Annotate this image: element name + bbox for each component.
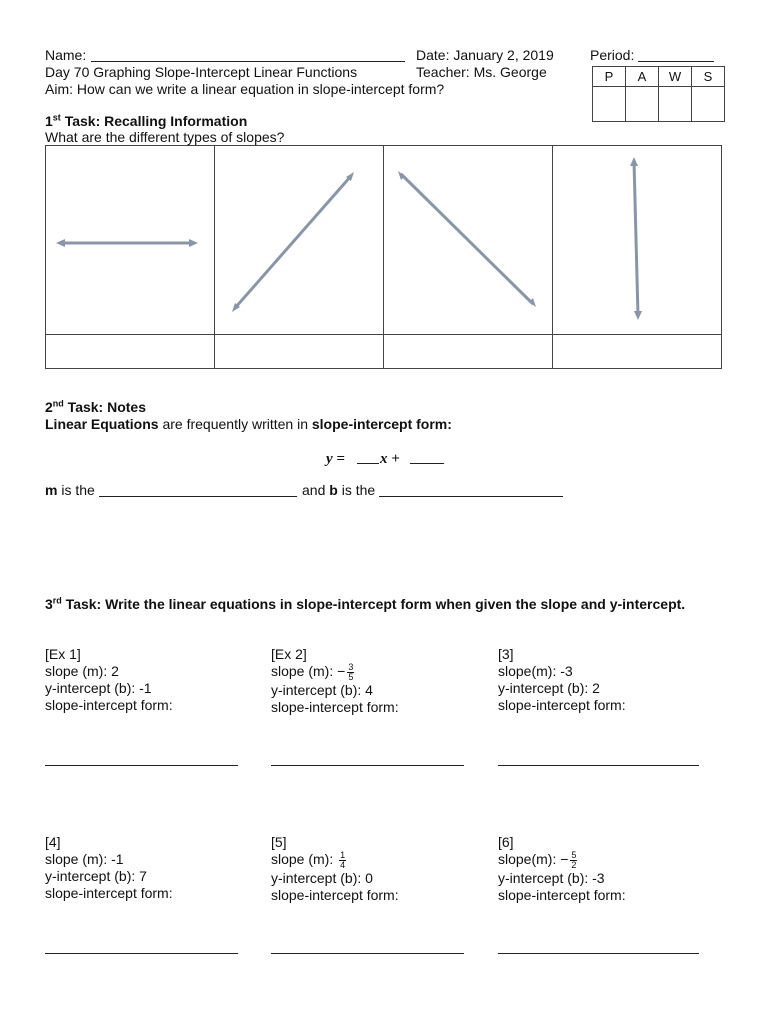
example-form-label: slope-intercept form:: [271, 699, 399, 715]
task2-heading: 2nd Task: Notes: [45, 398, 147, 415]
example-6: [498, 834, 626, 904]
aim-text: Aim: How can we write a linear equation in slope-intercept form?: [45, 81, 445, 97]
example-form-label: slope-intercept form:: [498, 697, 626, 713]
positive-slope-arrow-graphic: [215, 146, 383, 331]
period-label: Period:: [590, 47, 635, 63]
slope-fraction: $\frac{3}{5}$: [348, 662, 354, 682]
m-definition-label: m is the: [45, 482, 95, 498]
name-label: Name:: [45, 47, 87, 63]
example-slope: slope (m): 2: [45, 663, 119, 679]
equation-b-blank[interactable]: [410, 463, 444, 464]
task1-question: What are the different types of slopes?: [45, 129, 285, 145]
slope-label-box-4[interactable]: [553, 335, 722, 369]
example-1: [45, 646, 173, 714]
paws-s-box[interactable]: [692, 87, 725, 122]
example-label: [6]: [498, 834, 514, 850]
worksheet-title: Day 70 Graphing Slope-Intercept Linear Functions: [45, 64, 358, 80]
slope-cell-positive: [215, 146, 384, 335]
paws-w-box[interactable]: [659, 87, 692, 122]
slope-label-box-3[interactable]: [384, 335, 553, 369]
slope-fraction: $\frac{5}{2}$: [571, 850, 577, 870]
example-slope: slope(m): -3: [498, 663, 573, 679]
example-slope: slope (m): $\frac{1}{4}$: [271, 850, 346, 870]
slope-label-box-1[interactable]: [46, 335, 215, 369]
answer-blank-4[interactable]: [45, 953, 238, 954]
slope-label-box-2[interactable]: [215, 335, 384, 369]
example-form-label: slope-intercept form:: [271, 887, 399, 903]
equation-m-blank[interactable]: [357, 463, 379, 464]
slope-fraction: $\frac{1}{4}$: [340, 850, 346, 870]
example-label: [3]: [498, 646, 514, 662]
example-intercept: y-intercept (b): -3: [498, 870, 605, 886]
answer-blank-2[interactable]: [271, 765, 464, 766]
b-definition-blank[interactable]: [379, 496, 563, 497]
date-text: Date: January 2, 2019: [416, 47, 554, 63]
paws-a-box[interactable]: [626, 87, 659, 122]
answer-blank-5[interactable]: [271, 953, 464, 954]
slope-cell-negative: [384, 146, 553, 335]
period-blank[interactable]: [638, 61, 714, 62]
paws-a: A: [626, 67, 659, 87]
example-5: [271, 834, 399, 904]
slope-cell-zero: [46, 146, 215, 335]
answer-blank-6[interactable]: [498, 953, 699, 954]
example-2: [271, 646, 399, 716]
example-intercept: y-intercept (b): 4: [271, 682, 373, 698]
paws-p: P: [593, 67, 626, 87]
teacher-text: Teacher: Ms. George: [416, 64, 547, 80]
example-intercept: y-intercept (b): -1: [45, 680, 152, 696]
example-intercept: y-intercept (b): 0: [271, 870, 373, 886]
example-3: [498, 646, 626, 714]
name-blank[interactable]: [91, 61, 405, 62]
m-definition-blank[interactable]: [99, 496, 297, 497]
b-definition-label: and b is the: [302, 482, 376, 498]
example-slope: slope (m): -1: [45, 851, 124, 867]
example-form-label: slope-intercept form:: [45, 697, 173, 713]
task2-intro: Linear Equations are frequently written in slope-intercept form:: [45, 416, 452, 432]
task1-heading: 1st Task: Recalling Information: [45, 112, 248, 129]
equation-y: y =: [326, 451, 345, 467]
example-form-label: slope-intercept form:: [498, 887, 626, 903]
answer-blank-1[interactable]: [45, 765, 238, 766]
example-4: [45, 834, 173, 902]
paws-w: W: [659, 67, 692, 87]
horizontal-arrow-graphic: [46, 146, 214, 331]
example-label: [Ex 1]: [45, 646, 81, 662]
negative-slope-arrow-graphic: [384, 146, 552, 331]
example-label: [5]: [271, 834, 287, 850]
example-slope: slope(m): − $\frac{5}{2}$: [498, 850, 577, 870]
answer-blank-3[interactable]: [498, 765, 699, 766]
example-slope: slope (m): − $\frac{3}{5}$: [271, 662, 354, 682]
vertical-arrow-graphic: [553, 146, 721, 331]
example-intercept: y-intercept (b): 2: [498, 680, 600, 696]
example-label: [4]: [45, 834, 61, 850]
example-form-label: slope-intercept form:: [45, 885, 173, 901]
slopes-table: [45, 145, 722, 369]
equation-x: x +: [380, 451, 400, 467]
paws-p-box[interactable]: [593, 87, 626, 122]
paws-table: [592, 66, 725, 122]
example-intercept: y-intercept (b): 7: [45, 868, 147, 884]
task3-heading: 3rd Task: Write the linear equations in slope-intercept form when given the slope and y-intercept.: [45, 595, 686, 612]
example-label: [Ex 2]: [271, 646, 307, 662]
paws-s: S: [692, 67, 725, 87]
slope-cell-undefined: [553, 146, 722, 335]
